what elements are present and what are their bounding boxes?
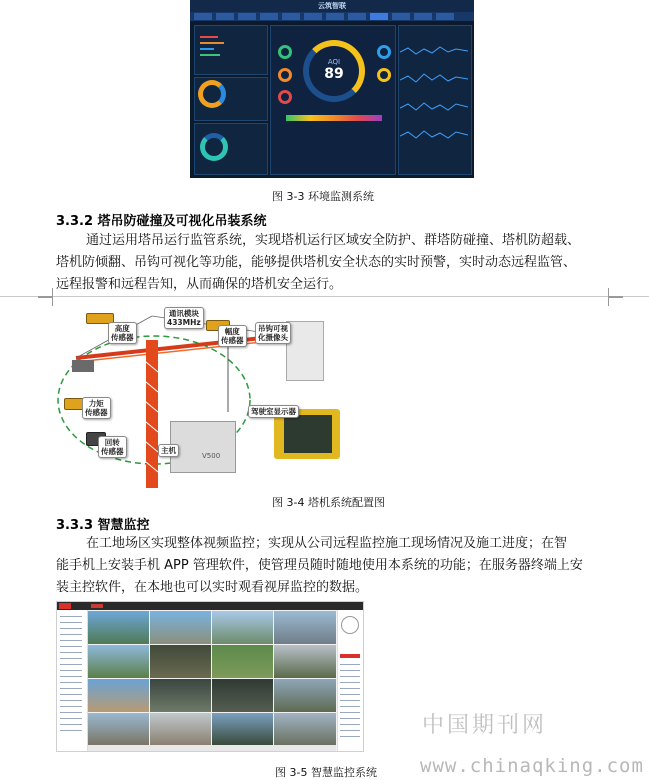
small-gauge: [278, 45, 292, 59]
camera-tree-item: [60, 718, 82, 719]
label-text: 主机: [161, 446, 176, 455]
aqi-value: 89: [324, 66, 344, 82]
ptz-direction-pad: [341, 616, 359, 634]
host-label: [158, 444, 179, 457]
camera-tree-item: [60, 688, 82, 689]
camera-tree-item: [60, 706, 82, 707]
ptz-preset-item: [340, 688, 360, 689]
hook-camera-label: [255, 322, 291, 344]
ptz-preset-item: [340, 694, 360, 695]
dashboard-tab: [260, 13, 278, 20]
camera-tree-item: [60, 712, 82, 713]
camera-feed-tile: [274, 679, 336, 712]
dashboard-tab: [304, 13, 322, 20]
smart-monitoring-screenshot: [56, 601, 364, 752]
dashboard-bar: [200, 36, 218, 38]
ptz-preset-item: [340, 670, 360, 671]
cab-display-screen: [284, 415, 332, 453]
dashboard-tab: [238, 13, 256, 20]
camera-tree-item: [60, 724, 82, 725]
camera-feed-tile: [150, 611, 211, 644]
dashboard-tab: [194, 13, 212, 20]
camera-tree-item: [60, 622, 82, 623]
camera-feed-tile: [88, 713, 149, 745]
camera-feed-tile: [150, 645, 211, 678]
paragraph-line: 在工地场区实现整体视频监控；实现从公司远程监控施工现场情况及施工进度；在智: [86, 536, 568, 551]
height-sensor-label: [108, 322, 137, 344]
camera-tree-item: [60, 682, 82, 683]
dashboard-tab: [216, 13, 234, 20]
label-text: 回转 传感器: [101, 438, 124, 456]
environment-monitoring-dashboard-image: [190, 0, 474, 178]
page-break-line: [0, 296, 649, 297]
small-gauge: [278, 90, 292, 104]
ptz-preset-item: [340, 724, 360, 725]
camera-tree-item: [60, 670, 82, 671]
page-corner-mark: [38, 288, 53, 297]
watermark-url: www.chinaqking.com: [420, 755, 644, 777]
ptz-preset-item: [340, 664, 360, 665]
figure-3-5-caption: 图 3-5 智慧监控系统: [275, 766, 377, 779]
ptz-preset-item: [340, 706, 360, 707]
watermark-cn: 中国期刊网: [422, 713, 548, 738]
camera-tree-item: [60, 640, 82, 641]
camera-tree-item: [60, 676, 82, 677]
camera-tree-item: [60, 730, 82, 731]
paragraph-line: 装主控软件，在本地也可以实时观看视屏监控的数据。: [56, 580, 369, 595]
dashboard-logo: 云筑智联: [318, 2, 346, 10]
dashboard-tab: [436, 13, 454, 20]
dashboard-tab: [326, 13, 344, 20]
camera-feed-tile: [274, 611, 336, 644]
label-text: 幅度 传感器: [221, 327, 244, 345]
section-3-3-2-paragraph: [56, 230, 621, 296]
page-corner-mark: [608, 297, 623, 306]
camera-feed-tile: [88, 645, 149, 678]
slewing-sensor-label: [98, 436, 127, 458]
figure-3-4-caption: 图 3-4 塔机系统配置图: [272, 496, 385, 509]
dashboard-donut-chart: [200, 133, 228, 161]
paragraph-line: 远程报警和远程告知，从而确保的塔机安全运行。: [56, 277, 343, 292]
paragraph-line: 能手机上安装手机 APP 管理软件，使管理员随时随地使用本系统的功能；在服务器终端上安: [56, 558, 583, 573]
page-corner-mark: [608, 288, 623, 297]
camera-feed-tile: [212, 611, 273, 644]
ptz-preset-item: [340, 718, 360, 719]
ptz-preset-item: [340, 736, 360, 737]
small-gauge: [278, 68, 292, 82]
paragraph-line: 塔机防倾翻、吊钩可视化等功能，能够提供塔机安全状态的实时预警，实时动态远程监管、: [56, 255, 577, 270]
camera-feed-tile: [150, 679, 211, 712]
aqi-label: AQI: [327, 58, 341, 66]
camera-tree-item: [60, 634, 82, 635]
dashboard-tab: [282, 13, 300, 20]
cab-screen-label: [248, 405, 299, 418]
dashboard-tab: [414, 13, 432, 20]
camera-feed-tile: [212, 679, 273, 712]
paragraph-line: 通过运用塔吊运行监管系统，实现塔机运行区域安全防护、群塔防碰撞、塔机防超载、: [86, 233, 581, 248]
dashboard-tab-active: [370, 13, 388, 20]
dashboard-tab: [348, 13, 366, 20]
page-corner-mark: [38, 297, 53, 306]
camera-feed-tile: [212, 713, 273, 745]
dashboard-bar: [200, 42, 224, 44]
camera-tree-item: [60, 658, 82, 659]
section-3-3-3-paragraph: [56, 533, 621, 599]
hook-camera-device: [286, 321, 324, 381]
camera-feed-tile: [212, 645, 273, 678]
ptz-preset-item: [340, 676, 360, 677]
camera-tree-item: [60, 652, 82, 653]
label-text: 驾驶室显示器: [251, 407, 296, 416]
figure-3-3-caption: 图 3-3 环境监测系统: [272, 190, 374, 203]
label-text: 力矩 传感器: [85, 399, 108, 417]
small-gauge: [377, 45, 391, 59]
comm-module-label: [164, 307, 204, 329]
ptz-preset-item: [340, 700, 360, 701]
label-text: 通讯模块 433MHz: [167, 309, 201, 327]
section-3-3-2-heading: 3.3.2 塔吊防碰撞及可视化吊装系统: [56, 214, 267, 229]
ptz-preset-item: [340, 730, 360, 731]
host-unit-box: [170, 421, 236, 473]
small-gauge: [377, 68, 391, 82]
host-unit-text: V500: [202, 452, 221, 460]
aqi-scale-bar: [286, 115, 382, 121]
camera-tree-item: [60, 616, 82, 617]
monitor-app-logo: [59, 603, 71, 609]
camera-tree-item: [60, 646, 82, 647]
ptz-preset-header: [340, 654, 360, 658]
dashboard-donut-chart: [198, 80, 226, 108]
label-text: 高度 传感器: [111, 324, 134, 342]
camera-feed-tile: [274, 713, 336, 745]
ptz-preset-item: [340, 712, 360, 713]
dashboard-left-panel-top: [194, 25, 268, 75]
dashboard-bar: [200, 48, 214, 50]
camera-tree-item: [60, 700, 82, 701]
camera-feed-tile: [274, 645, 336, 678]
camera-feed-tile: [88, 611, 149, 644]
force-sensor-label: [82, 397, 111, 419]
amplitude-sensor-label: [218, 325, 247, 347]
monitor-app-tab: [91, 604, 103, 608]
camera-tree-item: [60, 694, 82, 695]
camera-feed-tile: [88, 679, 149, 712]
playback-toolbar: [88, 745, 336, 751]
ptz-preset-item: [340, 682, 360, 683]
section-3-3-3-heading: 3.3.3 智慧监控: [56, 518, 150, 533]
dashboard-tab: [392, 13, 410, 20]
camera-tree-item: [60, 628, 82, 629]
label-text: 吊钩可视 化摄像头: [258, 324, 288, 342]
camera-feed-tile: [150, 713, 211, 745]
dashboard-bar: [200, 54, 220, 56]
trend-lines-chart: [400, 40, 468, 160]
camera-tree-item: [60, 664, 82, 665]
